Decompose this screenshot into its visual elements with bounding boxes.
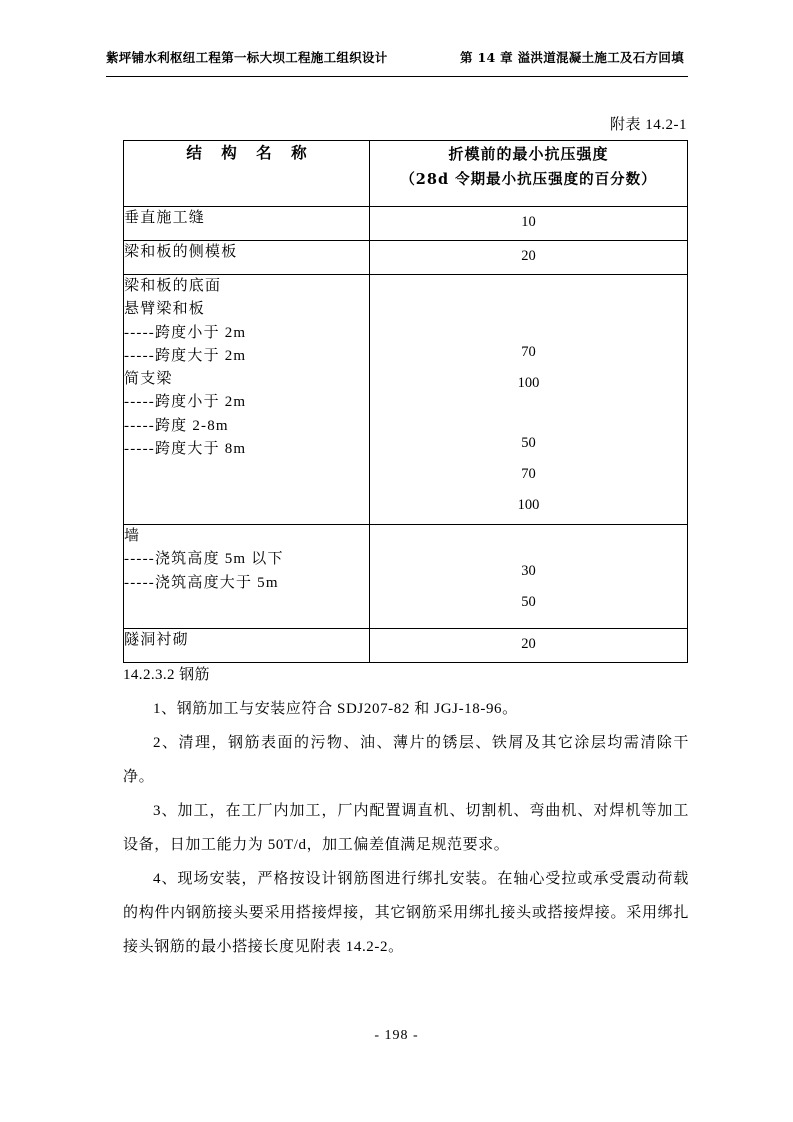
header-right-chapter: 第 14 章 溢洪道混凝土施工及石方回填 [460, 50, 684, 65]
section-heading: 14.2.3.2 钢筋 [123, 667, 210, 683]
row-structure-name [124, 525, 370, 629]
row-strength-value: 30 [521, 563, 536, 579]
row-strength-value: 100 [517, 375, 540, 391]
structure-line: 梁和板的底面 [124, 278, 222, 294]
column-header-min-strength [370, 141, 688, 207]
structure-line: -----跨度大于 2m [124, 347, 247, 364]
row-structure-name [124, 207, 370, 241]
structure-line: 悬臂梁和板 [124, 301, 206, 318]
page-number: - 198 - [374, 1028, 419, 1043]
row-strength-value-group [370, 275, 688, 525]
table-row [124, 241, 688, 275]
body-paragraph-2: 2、清理，钢筋表面的污物、油、薄片的锈层、铁屑及其它涂层均需清除干净。 [123, 735, 689, 785]
running-header [106, 48, 688, 66]
structure-line: 隧洞衬砌 [124, 632, 189, 648]
formwork-strength-table [123, 140, 688, 663]
row-strength-value: 10 [370, 207, 688, 241]
body-paragraph-1: 1、钢筋加工与安装应符合 SDJ207-82 和 JGJ-18-96。 [153, 701, 518, 717]
header-rule [106, 76, 688, 77]
row-strength-value: 100 [517, 497, 540, 513]
row-strength-value: 50 [521, 435, 536, 451]
row-structure-name [124, 275, 370, 525]
structure-line: 墙 [124, 528, 141, 544]
body-text [123, 658, 689, 964]
structure-line: 垂直施工缝 [124, 210, 206, 226]
row-strength-value: 50 [521, 594, 536, 610]
body-paragraph-4: 4、现场安装，严格按设计钢筋图进行绑扎安装。在轴心受拉或承受震动荷载的构件内钢筋接头要采用搭接焊接，其它钢筋采用绑扎接头或搭接焊接。采用绑扎接头钢筋的最小搭接长度见附表 14.2-2。 [123, 871, 689, 955]
body-paragraph-3: 3、加工，在工厂内加工，厂内配置调直机、切割机、弯曲机、对焊机等加工设备，日加工能力为 50T/d，加工偏差值满足规范要求。 [123, 803, 689, 853]
row-strength-value: 70 [521, 466, 536, 482]
column-header-line2: （28d 令期最小抗压强度的百分数） [400, 171, 657, 189]
row-strength-value-group [370, 525, 688, 629]
structure-line: -----跨度 2-8m [124, 417, 229, 434]
structure-line: -----浇筑高度 5m 以下 [124, 551, 284, 568]
row-strength-value: 20 [370, 629, 688, 663]
structure-line: 简支梁 [124, 371, 173, 387]
header-left-title: 紫坪铺水利枢纽工程第一标大坝工程施工组织设计 [106, 50, 388, 65]
structure-line: -----跨度小于 2m [124, 324, 247, 341]
structure-line: -----浇筑高度大于 5m [124, 574, 279, 591]
row-strength-value: 70 [521, 344, 536, 360]
table-row [124, 207, 688, 241]
structure-line: -----跨度大于 8m [124, 440, 247, 457]
table-header-row [124, 141, 688, 207]
structure-line: -----跨度小于 2m [124, 394, 247, 411]
table-row [124, 525, 688, 629]
structure-line: 梁和板的侧模板 [124, 244, 238, 260]
column-header-structure-name: 结 构 名 称 [124, 141, 370, 207]
table-caption: 附表 14.2-1 [610, 117, 687, 133]
column-header-line1: 折模前的最小抗压强度 [448, 145, 609, 163]
row-structure-name [124, 241, 370, 275]
table-row [124, 275, 688, 525]
row-strength-value: 20 [370, 241, 688, 275]
